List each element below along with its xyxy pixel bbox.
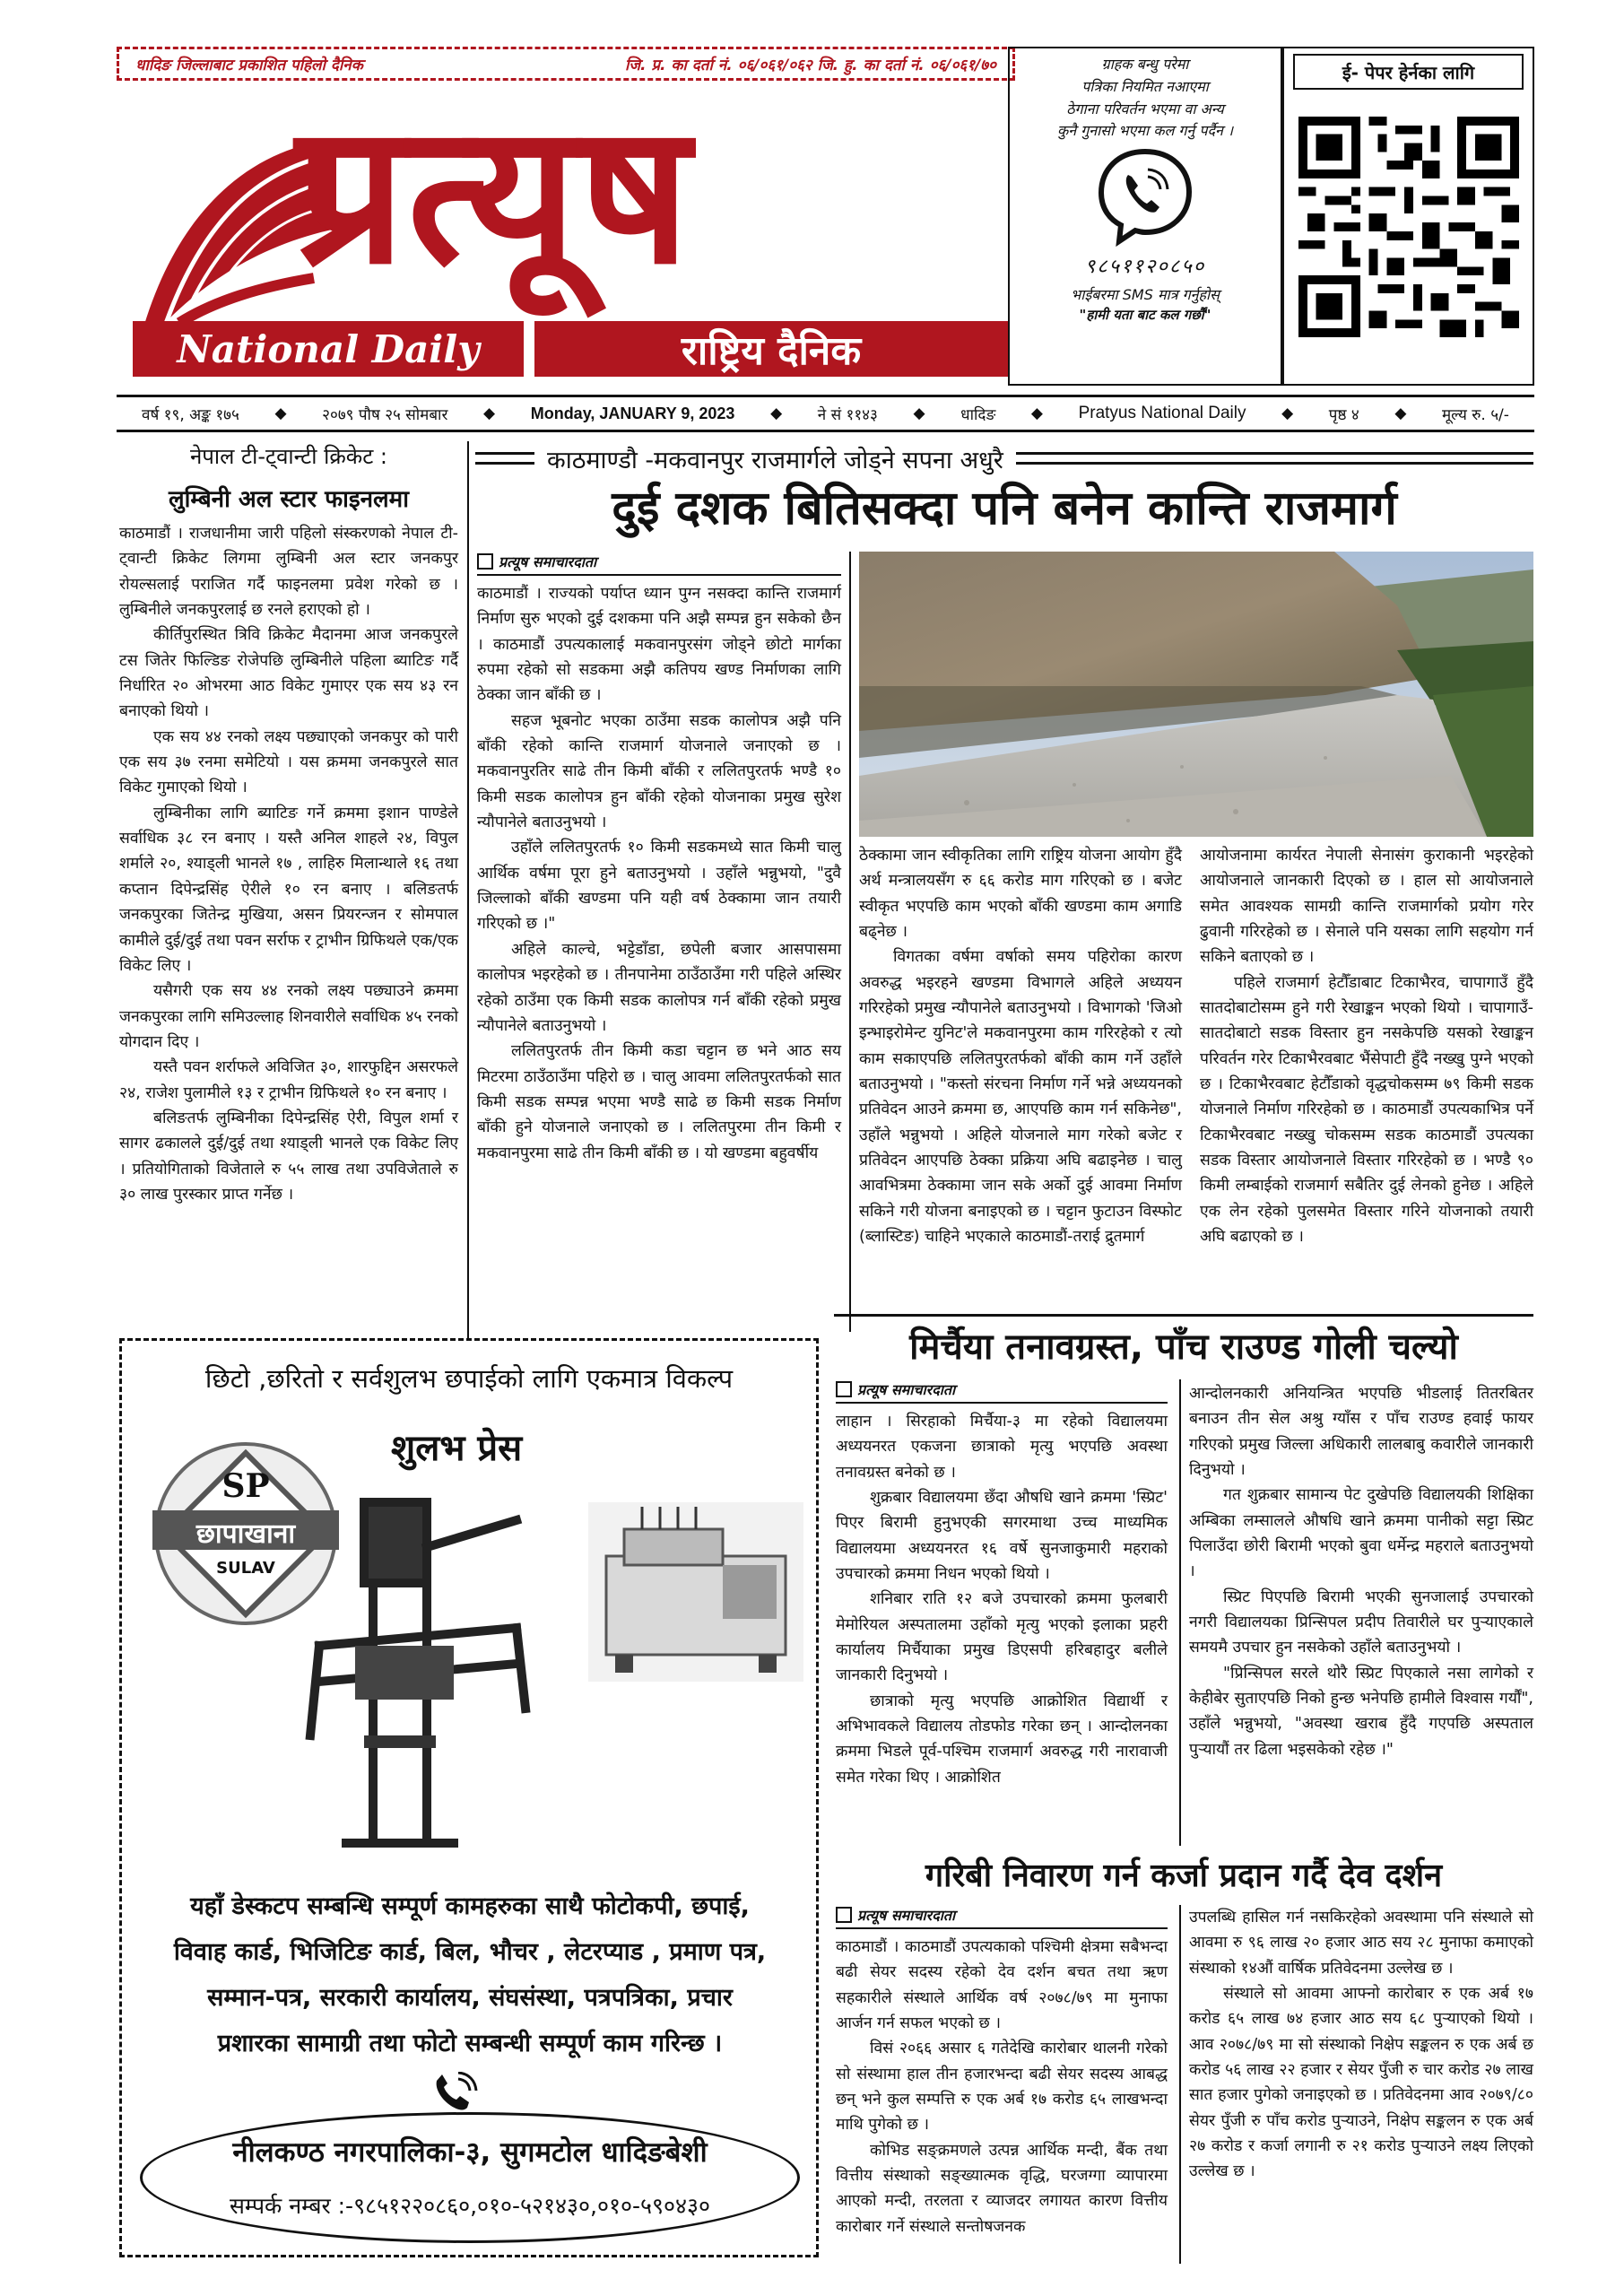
epaper-box: [1282, 47, 1534, 386]
services-text: [140, 1883, 800, 2066]
mirchaiya-col-1-body: [836, 1409, 1168, 1790]
place: धादिङ: [960, 405, 996, 424]
highway-col-2-body: [859, 843, 1182, 1250]
phone-bubble-icon: [1096, 146, 1194, 247]
paragraph: छात्राको मृत्यु भएपछि आक्रोशित विद्यार्थी र अभिभावकले विद्यालय तोडफोड गरेका छन् । आन्दोलनका क्रममा भिडले पूर्व-पश्चिम राजमार्ग अवरुद्ध गरी नारावाजी समेत गरेका थिए । आक्रोशित: [836, 1692, 1168, 1787]
notice-line-4: कुनै गुनासो भएमा कल गर्नु पर्दैन ।: [1056, 122, 1234, 140]
phone-icon: [431, 2072, 478, 2113]
paragraph: अहिले काल्चे, भट्टेडाँडा, छपेली बजार आसपासमा कालोपत्र भइरहेको छ । तीनपानेमा ठाउँठाउँमा गरी पहिले अस्थिर रहेको ठाउँमा एक किमी सडक कालोपत्र गर्न बाँकी रहेको प्रमुख न्यौपानेले बताउनुभयो ।: [477, 940, 841, 1035]
highway-kicker-row: [475, 441, 1533, 475]
paragraph: शुक्रबार विद्यालयमा छँदा औषधि खाने क्रममा 'स्प्रिट' पिएर बिरामी हुनुभएकी सगरमाथा उच्च माध्यमिक विद्यालयमा अध्ययनरत १६ वर्षे सुनजाकुमारी महराको उपचारको क्रममा निधन भएको थियो ।: [836, 1489, 1168, 1584]
bullet-icon: ◆: [913, 404, 925, 422]
paragraph: काठमाडौं । राजधानीमा जारी पहिलो संस्करणको नेपाल टी-ट्वान्टी क्रिकेट लिगमा लुम्बिनी अल स्टार जनकपुर रोयल्सलाई पराजित गर्दै फाइनलमा प्रवेश गरेको छ । लुम्बिनीले जनकपुरलाई छ रनले हराएको हो ।: [119, 525, 458, 620]
bullet-icon: ◆: [274, 404, 287, 422]
highway-col-3: [1200, 843, 1533, 1250]
paragraph: उपलब्धि हासिल गर्न नसकिरहेको अवस्थामा पनि संस्थाले सो आवमा रु ९६ लाख २० हजार आठ सय २८ मुनाफा कमाएको संस्थाको १४औं वार्षिक प्रतिवेदनमा उल्लेख छ ।: [1189, 1909, 1533, 1978]
paragraph: बलिङतर्फ लुम्बिनीका दिपेन्द्रसिंह ऐरी, विपुल शर्मा र सागर ढकालले दुई/दुई तथा श्याड्ली भानले एक विकेट लिए । प्रतियोगिताको विजेताले रु ५५ लाख तथा उपविजेताले रु ३० लाख पुरस्कार प्राप्त गर्नेछ ।: [119, 1109, 458, 1204]
paragraph: विसं २०६६ असार ६ गतेदेखि कारोबार थालनी गरेको सो संस्थामा हाल तीन हजारभन्दा बढी सेयर सदस्य आबद्ध छन् भने कुल सम्पत्ति रु एक अर्ब १७ करोड ६५ लाखभन्दा माथि पुगेको छ ।: [836, 2039, 1168, 2135]
notice-line-2: पत्रिका नियमित नआएमा: [1081, 77, 1209, 95]
services-line: यहाँ डेस्कटप सम्बन्धि सम्पूर्ण कामहरुका साथै फोटोकपी, छपाई,: [190, 1892, 750, 1920]
paragraph: लुम्बिनीका लागि ब्याटिङ गर्ने क्रममा इशान पाण्डेले सर्वाधिक ३८ रन बनाए । यस्तै अनिल शाहले २४, विपुल शर्माले २०, श्याड्ली भानले १७ , लाहिरु मिलान्थाले १६ तथा कप्तान दिपेन्द्रसिंह ऐरीले १० रन बनाए । बलिङतर्फ जनकपुरका जितेन्द्र मुखिया, असन प्रियरन्जन र सोमपाल कामीले दुई/दुई तथा पवन सर्राफ र ट्राभीन ग्रिफिथले एक/एक विकेट लिए ।: [119, 804, 458, 975]
double-rule: [1016, 452, 1533, 465]
logo-text: छापाखाना: [195, 1518, 296, 1550]
paragraph: संस्थाले सो आवमा आफ्नो कारोबार रु एक अर्ब १७ करोड ६५ लाख ७४ हजार आठ सय ६८ पुऱ्याएको थियो । आव २०७८/७९ मा सो संस्थाको निक्षेप सङ्कलन रु एक अर्ब छ करोड ५६ लाख २२ हजार र सेयर पुँजी रु चार करोड २७ लाख सात हजार पुगेको जनाइएको छ । प्रतिवेदनमा आव २०७९/८० सेयर पुँजी रु पाँच करोड पुऱ्याउने, निक्षेप सङ्कलन रु एक अर्ब २७ करोड र कर्जा लगानी रु २१ करोड पुऱ्याउने लक्ष्य लिएको उल्लेख छ ।: [1189, 1985, 1533, 2181]
paragraph: यसैगरी एक सय ४४ रनको लक्ष्य पछ्याउने क्रममा जनकपुरका लागि समिउल्लाह शिनवारीले सर्वाधिक ४५ रनको योगदान दिए ।: [119, 982, 458, 1051]
paragraph: सहज भूबनोट भएका ठाउँमा सडक कालोपत्र अझै पनि बाँकी रहेको कान्ति राजमार्ग योजनाले जनाएको छ । मकवानपुरतिर साढे तीन किमी बाँकी र ललितपुरतर्फ भण्डै १० किमी सडक कालोपत्र हुन बाँकी रहेको योजनाका प्रमुख सुरेश न्यौपानेले बताउनुभयो ।: [477, 711, 841, 832]
poverty-col-2-body: [1189, 1905, 1533, 2185]
byline: [477, 552, 841, 576]
bullet-icon: ◆: [1281, 404, 1294, 422]
poverty-col-1-body: [836, 1935, 1168, 2239]
sms-quote: "हामी यता बाट कल गर्छौं": [1079, 307, 1211, 324]
column-divider: [1179, 1905, 1181, 2264]
services-line: सम्मान-पत्र, सरकारी कार्यालय, संघसंस्था, पत्रपत्रिका, प्रचार: [207, 1984, 733, 2012]
highway-col-1: [477, 552, 841, 1166]
dateline-bar: [117, 395, 1534, 432]
mirchaiya-col-2-body: [1189, 1381, 1533, 1762]
sms-note: भाईबरमा SMS मात्र गर्नुहोस्: [1071, 286, 1220, 304]
byline-text: प्रत्यूष समाचारदाता: [857, 1907, 956, 1924]
highway-col-1-body: [477, 581, 841, 1166]
logo-sub: SULAV: [216, 1559, 275, 1578]
notice-line-3: ठेगाना परिवर्तन भएमा वा अन्य: [1066, 100, 1224, 117]
nepali-name-banner: [534, 321, 1008, 377]
highway-col-3-body: [1200, 843, 1533, 1250]
epaper-label-box: [1293, 54, 1524, 90]
byline-text: प्रत्यूष समाचारदाता: [857, 1381, 956, 1398]
address-oval: [140, 2112, 800, 2243]
poverty-col-2: [1189, 1905, 1533, 2185]
bullet-icon: ◆: [770, 404, 783, 422]
paragraph: विगतका वर्षमा वर्षाको समय पहिरोका कारण अवरुद्ध भइरहने खण्डमा विभागले अहिले अध्ययन गरिरहेको प्रमुख न्यौपानेले बताउनुभयो । विभागको 'जिओ इन्भाइरोमेन्ट युनिट'ले मकवानपुरमा काम गरिरहेको र त्यो काम सकाएपछि ललितपुरतर्फको बाँकी काम गर्ने उहाँले बताउनुभयो । "कस्तो संरचना निर्माण गर्ने भन्ने अध्ययनको प्रतिवेदन आउने क्रममा छ, आएपछि काम गर्न सकिनेछ", उहाँले भन्नुभयो । अहिले योजनाले माग गरेको बजेट र प्रतिवेदन आएपछि ठेक्का प्रक्रिया अघि बढाइनेछ । चालु आवभित्रमा ठेक्कामा जान सके अर्को दुई आवमा निर्माण सकिने गरी योजना बनाइएको छ । चट्टान फुटाउन विस्फोट (ब्लास्टिङ) चाहिने भएकाले काठमाडौं-तराई द्रुतमार्ग: [859, 948, 1182, 1247]
logo-title: प्रत्यूष: [296, 80, 692, 307]
paragraph: एक सय ४४ रनको लक्ष्य पछ्याएको जनकपुर को पारी एक सय ३७ रनमा समेटियो । यस क्रममा जनकपुरले सात विकेट गुमाएको थियो ।: [119, 727, 458, 797]
square-icon: [836, 1907, 852, 1923]
double-rule: [475, 452, 534, 465]
services-line: प्रशारका सामाग्री तथा फोटो सम्बन्धी सम्पूर्ण काम गरिन्छ ।: [217, 2030, 723, 2057]
paragraph: लाहान । सिरहाको मिर्चैया-३ मा रहेको विद्यालयमा अध्ययनरत एकजना छात्राको मृत्यु भएपछि अवस्था तनावग्रस्त बनेको छ ।: [836, 1413, 1168, 1482]
cricket-headline: लुम्बिनी अल स्टार फाइनलमा: [169, 486, 409, 513]
paragraph: ठेक्कामा जान स्वीकृतिका लागि राष्ट्रिय योजना आयोग हुँदै अर्थ मन्त्रालयसँग रु ६६ करोड माग गरिएको छ । बजेट स्वीकृत भएपछि काम भएको बाँकी खण्डमा काम अगाडि बढ्नेछ ।: [859, 847, 1182, 942]
paragraph: आन्दोलनकारी अनियन्त्रित भएपछि भीडलाई तितरबितर बनाउन तीन सेल अश्रु ग्याँस र पाँच राउण्ड हवाई फायर गरिएको प्रमुख जिल्ला अधिकारी लालबाबु कवारीले जानकारी दिनुभयो ।: [1189, 1385, 1533, 1480]
paragraph: स्प्रिट पिएपछि बिरामी भएकी सुनजालाई उपचारको नगरी विद्यालयका प्रिन्सिपल प्रदीप तिवारीले घर पुऱ्याएकाले समयमै उपचार हुन नसकेको उहाँले बताउनुभयो ।: [1189, 1587, 1533, 1657]
road-photo: [859, 552, 1533, 837]
services-line: विवाह कार्ड, भिजिटिङ कार्ड, बिल, भौचर , लेटरप्याड , प्रमाण पत्र,: [173, 1938, 767, 1966]
square-icon: [477, 553, 493, 570]
paragraph: "प्रिन्सिपल सरले थोरै स्प्रिट पिएकाले नसा लागेको र केहीबेर सुताएपछि निको हुन्छ भनेपछि हामीले विश्वास गर्यौं", उहाँले भन्नुभयो, "अवस्था खराब हुँदै गएपछि अस्पताल पुऱ्यायौं तर ढिला भइसकेको रहेछ ।": [1189, 1664, 1533, 1759]
paragraph: उहाँले ललितपुरतर्फ १० किमी सडकमध्ये सात किमी चालु आर्थिक वर्षमा पूरा हुने बताउनुभयो । उहाँले भन्नुभयो, "दुवै जिल्लाको बाँकी खण्डमा पनि यही वर्ष ठेक्कामा जान तयारी गरिएको छ ।": [477, 839, 841, 934]
paragraph: कीर्तिपुरस्थित त्रिवि क्रिकेट मैदानमा आज जनकपुरले टस जितेर फिल्डिङ रोजेपछि लुम्बिनीले पहिला ब्याटिङ गर्दै निर्धारित २० ओभरमा आठ विकेट गुमाएर एक सय ४३ रन बनाएको थियो ।: [119, 626, 458, 721]
highway-col-2: [859, 843, 1182, 1250]
mirchaiya-col-2: [1189, 1381, 1533, 1762]
cricket-kicker: नेपाल टी-ट्वान्टी क्रिकेट :: [189, 444, 388, 469]
byline: [836, 1905, 1168, 1929]
byline: [836, 1379, 1168, 1404]
poverty-headline: गरिबी निवारण गर्न कर्जा प्रदान गर्दै देव दर्शन: [925, 1857, 1443, 1894]
nepal-samvat: ने सं ११४३: [817, 405, 878, 424]
notice-line-1: ग्राहक बन्धु परेमा: [1101, 56, 1189, 73]
mirchaiya-col-1: [836, 1379, 1168, 1790]
paragraph: शनिबार राति १२ बजे उपचारको क्रममा फुलबारी मेमोरियल अस्पतालमा उहाँको मृत्यु भएको इलाका प्रहरी कार्यालय मिर्चैयाका प्रमुख डिएसपी हरिबहादुर बलीले जानकारी दिनुभयो ।: [836, 1590, 1168, 1685]
cricket-body: [119, 521, 458, 1207]
offset-press-image: [588, 1502, 803, 1682]
logo-initials: SP: [221, 1467, 270, 1505]
volume-issue: वर्ष १९, अङ्क १७५: [142, 405, 239, 424]
square-icon: [836, 1381, 852, 1397]
subscriber-notice-box: [1008, 47, 1282, 386]
bullet-icon: ◆: [483, 404, 496, 422]
paragraph: कोभिड सङ्क्रमणले उत्पन्न आर्थिक मन्दी, बैंक तथा वित्तीय संस्थाको सङ्ख्यात्मक वृद्धि, घरजग्गा व्यापारमा आएको मन्दी, तरलता र व्याजदर लगायत कारण वित्तीय कारोबार गर्ने संस्थाले सन्तोषजनक: [836, 2141, 1168, 2236]
column-divider: [467, 441, 469, 1338]
page-count: पृष्ठ ४: [1328, 405, 1359, 424]
viber-number: ९८५११२०८५०: [1084, 256, 1206, 279]
english-name-banner: [133, 321, 524, 377]
paragraph: आयोजनामा कार्यरत नेपाली सेनासंग कुराकानी भइरहेको आयोजनाले जानकारी दिएको छ । हाल सो आयोजनाले समेत आवश्यक सामग्री कान्ति राजमार्गको प्रयोग गरेर ढुवानी गरिरहेको छ । सेनाले पनि यसका लागि सहयोग गर्न सकिने बताएको छ ।: [1200, 847, 1533, 967]
ad-tagline: छिटो ,छरितो र सर्वशुलभ छपाईको लागि एकमात्र विकल्प: [204, 1363, 734, 1394]
section-rule: [834, 1314, 1533, 1317]
bullet-icon: ◆: [1030, 404, 1043, 422]
nepali-name: राष्ट्रिय दैनिक: [681, 328, 862, 374]
bullet-icon: ◆: [1394, 404, 1407, 422]
english-date: Monday, JANUARY 9, 2023: [530, 404, 735, 422]
mirchaiya-headline: मिर्चैया तनावग्रस्त, पाँच राउण्ड गोली चल्यो: [909, 1326, 1458, 1368]
tagline: धादिङ जिल्लाबाट प्रकाशित पहिलो दैनिक: [135, 56, 363, 74]
paragraph: गत शुक्रबार सामान्य पेट दुखेपछि विद्यालयकी शिक्षिका अम्बिका लम्सालले औषधि खाने क्रममा पानीको सट्टा स्प्रिट पिलाउँदा छोरी बिरामी भएको बुवा धर्मेन्द्र महराले बताउनुभयो ।: [1189, 1486, 1533, 1581]
paragraph: काठमाडौं । राज्यको पर्याप्त ध्यान पुग्न नसक्दा कान्ति राजमार्ग निर्माण सुरु भएको दुई दशकमा पनि अझै सम्पन्न हुन सकेको छैन । काठमाडौं उपत्यकालाई मकवानपुरसंग जोड्ने छोटो मार्गका रुपमा रहेको सो सडकमा अझै कतिपय खण्ड निर्माणका लागि ठेक्का जान बाँकी छ ।: [477, 585, 841, 705]
english-name: National Daily: [177, 326, 480, 371]
contact-number: सम्पर्क नम्बर :-९८५१२२०८६०,०१०-५२१४३०,०१०-५९०४३०: [229, 2193, 711, 2219]
paragraph: यस्तै पवन शर्राफले अविजित ३०, शारफुद्दिन असरफले २४, राजेश पुलामीले १३ र ट्राभीन ग्रिफिथले १० रन बनाए ।: [119, 1058, 458, 1102]
price: मूल्य रु. ५/-: [1442, 405, 1509, 424]
cricket-article: [119, 441, 458, 1207]
paragraph: पहिले राजमार्ग हेटौँडाबाट टिकाभैरव, चापागाउँ हुँदै सातदोबाटोसम्म हुने गरी रेखाङ्कन भएको थियो । चापागाउँ-सातदोबाटो सडक विस्तार हुन नसकेपछि यसको रेखाङ्कन परिवर्तन गरेर टिकाभैरवबाट भैंसेपाटी हुँदै नख्खु पुग्ने भएको छ । टिकाभैरवबाट हेटौँडाको वृद्धचोकसम्म ७९ किमी सडक योजनाले निर्माण गरिरहेको छ । काठमाडौं उपत्यकाभित्र पर्ने टिकाभैरवबाट नख्खु चोकसम्म सडक काठमाडौं उपत्यका सडक विस्तार आयोजनाले विस्तार गरिरहेको छ । भण्डै ९० किमी लम्बाईको राजमार्ग सबैतिर दुई लेनको हुनेछ । अहिले एक लेन रहेको पुलसमेत विस्तार गरिने योजनाको तयारी अघि बढाएको छ ।: [1200, 973, 1533, 1247]
tagline-box: [117, 47, 1015, 81]
registration-number: जि. प्र. का दर्ता नं. ०६/०६१/०६२ जि. हु. का दर्ता नं. ०६/०६१/७०: [624, 56, 996, 74]
column-divider: [1179, 1379, 1181, 1846]
address: नीलकण्ठ नगरपालिका-३, सुगमटोल धादिङबेशी: [232, 2136, 708, 2169]
press-advertisement: [119, 1338, 819, 2257]
highway-kicker: काठमाण्डौ -मकवानपुर राजमार्गले जोड्ने सपना अधुरै: [547, 446, 1003, 474]
paper-name: Pratyus National Daily: [1078, 404, 1246, 422]
paragraph: काठमाडौं । काठमाडौं उपत्यकाको पश्चिमी क्षेत्रमा सबैभन्दा बढी सेयर सदस्य रहेको देव दर्शन बचत तथा ऋण सहकारीले संस्थाले आर्थिक वर्ष २०७८/७९ मा मुनाफा आर्जन गर्न सफल भएको छ ।: [836, 1938, 1168, 2033]
qr-code-icon[interactable]: [1298, 117, 1519, 337]
poverty-col-1: [836, 1905, 1168, 2239]
byline-text: प्रत्यूष समाचारदाता: [499, 553, 597, 570]
paragraph: ललितपुरतर्फ तीन किमी कडा चट्टान छ भने आठ सय मिटरमा ठाउँठाउँमा पहिरो छ । चालु आवमा ललितपुरतर्फको सात किमी सडक सम्पन्न भएमा भण्डै साढे छ किमी सडक निर्माण बाँकी हुने योजनाले जनाएको छ । ललितपुरमा तीन किमी र मकवानपुरमा साढे तीन किमी बाँकी छ । यो खण्डमा बहुवर्षीय: [477, 1042, 841, 1162]
nepali-date: २०७९ पौष २५ सोमबार: [322, 405, 448, 424]
highway-headline: दुई दशक बितिसक्दा पनि बनेन कान्ति राजमार्ग: [612, 482, 1397, 535]
column-divider: [849, 552, 851, 1332]
hand-press-image: [301, 1484, 534, 1852]
press-name: शुलभ प्रेस: [391, 1428, 523, 1469]
epaper-label: ई- पेपर हेर्नका लागि: [1342, 61, 1475, 83]
